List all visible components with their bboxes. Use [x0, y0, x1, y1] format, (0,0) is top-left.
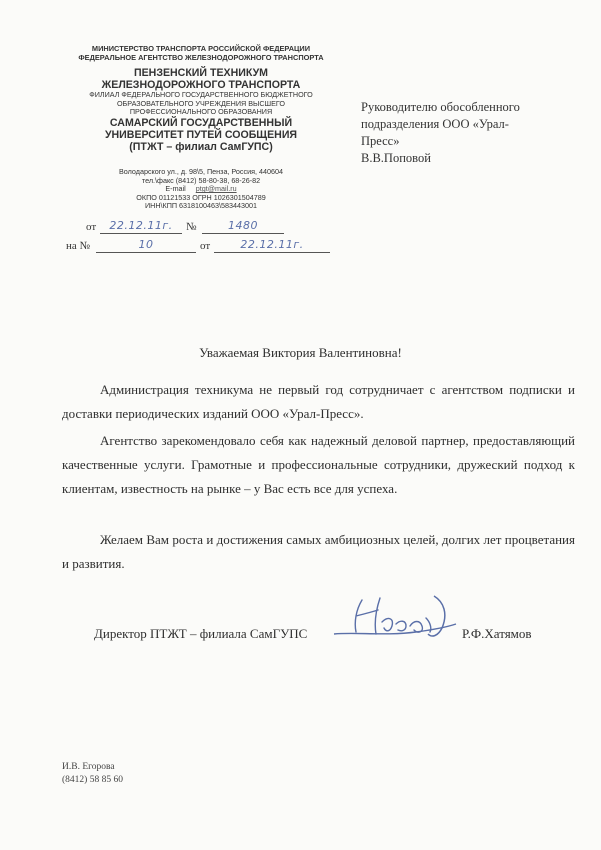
- signatory-name: Р.Ф.Хатямов: [462, 626, 532, 641]
- reg-number: 1480: [202, 219, 284, 234]
- email-link[interactable]: ptgt@mail.ru: [195, 184, 237, 194]
- ministry-name: МИНИСТЕРСТВО ТРАНСПОРТА РОССИЙСКОЙ ФЕДЕРАЦИИ: [91, 44, 311, 53]
- inn-kpp: ИНН\КПП 6318100463\583443001: [144, 201, 257, 211]
- handwritten-signature: [326, 588, 466, 648]
- contact-block: [62, 168, 340, 211]
- college-name-line2: ЖЕЛЕЗНОДОРОЖНОГО ТРАНСПОРТА: [101, 79, 301, 91]
- addressee-line1: Руководителю обособленного: [361, 100, 520, 114]
- reg-date: 22.12.11г.: [100, 219, 182, 234]
- okpo-ogrn: ОКПО 01121533 ОГРН 1026301504789: [136, 192, 266, 202]
- phone-fax: тел.\факс (8412) 58-80-38, 68-26-82: [141, 175, 261, 185]
- addressee-line2: подразделения ООО «Урал-: [361, 117, 509, 131]
- address: Володарского ул., д. 98\5, Пенза, Россия, 440604: [119, 167, 283, 176]
- paragraph-2: Агентство зарекомендовало себя как надежный деловой партнер, предоставляющий качественные услуги. Грамотные и профессиональные сотрудники, дружеский подход к клиентам, известность на рынке – у Вас есть все для успеха.: [62, 433, 575, 496]
- ref-from-label: от: [200, 240, 211, 252]
- addressee-line4: В.В.Поповой: [361, 151, 431, 165]
- paragraph-1: Администрация техникума не первый год сотрудничает с агентством подписки и доставки периодических изданий ООО «Урал-Пресс».: [62, 382, 575, 421]
- addressee-line3: Пресс»: [361, 134, 400, 148]
- reg-number-label: №: [186, 221, 197, 233]
- addressee-block: [361, 99, 571, 167]
- signatory-position: Директор ПТЖТ – филиала СамГУПС: [94, 626, 308, 641]
- branch-line3: ПРОФЕССИОНАЛЬНОГО ОБРАЗОВАНИЯ: [129, 107, 273, 117]
- greeting: Уважаемая Виктория Валентиновна!: [199, 345, 402, 360]
- letterhead: [62, 44, 340, 153]
- ref-number-label: на №: [66, 240, 91, 252]
- reg-from-label: от: [86, 221, 97, 233]
- executor-phone: (8412) 58 85 60: [62, 775, 123, 785]
- executor-name: И.В. Егорова: [62, 762, 115, 772]
- email-label: E-mail: [165, 184, 186, 194]
- college-name-line1: ПЕНЗЕНСКИЙ ТЕХНИКУМ: [134, 67, 268, 79]
- ref-number: 10: [96, 238, 196, 253]
- paragraph-3: Желаем Вам роста и достижения самых амбициозных целей, долгих лет процветания и развития.: [62, 532, 575, 571]
- branch-line1: ФИЛИАЛ ФЕДЕРАЛЬНОГО ГОСУДАРСТВЕННОГО БЮДЖЕТНОГО: [89, 90, 313, 99]
- branch-line2: ОБРАЗОВАТЕЛЬНОГО УЧРЕЖДЕНИЯ ВЫСШЕГО: [116, 98, 286, 108]
- university-name-line2: УНИВЕРСИТЕТ ПУТЕЙ СООБЩЕНИЯ: [104, 128, 298, 141]
- university-name-line1: САМАРСКИЙ ГОСУДАРСТВЕННЫЙ: [109, 116, 293, 129]
- ref-date: 22.12.11г.: [214, 238, 330, 253]
- agency-name: ФЕДЕРАЛЬНОЕ АГЕНТСТВО ЖЕЛЕЗНОДОРОЖНОГО ТРАНСПОРТА: [78, 53, 324, 62]
- university-abbrev: (ПТЖТ – филиал СамГУПС): [129, 140, 273, 153]
